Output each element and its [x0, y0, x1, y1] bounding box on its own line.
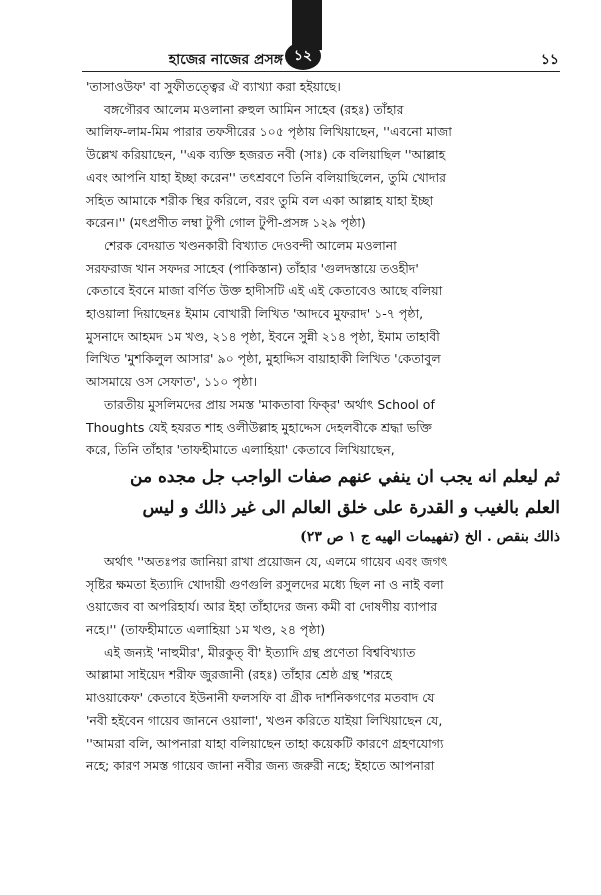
text-line: ওয়াজেব বা অপরিহার্য। আর ইহা তাঁহাদের জন্য কমী বা দোষণীয় ব্যাপার — [86, 599, 438, 615]
running-title: হাজের নাজের প্রসঙ্গ — [168, 52, 283, 68]
text-line: করে, তিনি তাঁহার 'তাফহীমাতে এলাহিয়া' কেতাবে লিখিয়াছেন, — [86, 442, 395, 458]
text-line: আসমায়ে ওস সেফাত', ১১০ পৃষ্ঠা। — [86, 374, 258, 390]
text-line: সহিত আমাকে শরীক স্থির করিলে, বরং তুমি বল একা আল্লাহ যাহা ইচ্ছা — [86, 192, 434, 208]
text-line: মাওয়াকেফ' কেতাবে ইউনানী ফলসফি বা গ্রীক দার্শনিকগণের মতবাদ যে — [86, 690, 435, 706]
paragraph-jurjani — [86, 642, 560, 778]
text-line: এবং আপনি যাহা ইচ্ছা করেন'' তৎশ্রবণে তিনি বলিয়াছিলেন, তুমি খোদার — [86, 169, 446, 185]
text-line: এই জন্যই 'নাহুমীর', মীরকুত্‌ বী' ইত্যাদি গ্রন্থ প্রণেতা বিশ্ববিখ্যাত — [104, 644, 416, 660]
text-line: 'তাসাওউফ' বা সুফীতত্ত্বের ঐ ব্যাখ্যা করা হইয়াছে। — [86, 79, 341, 94]
arabic-quotation — [86, 462, 560, 551]
arabic-line: ثم ليعلم انه يجب ان ينفي عنهم صفات الواجب جل مجده من — [130, 466, 560, 487]
paragraph-ruhul-amin — [86, 99, 560, 235]
text-line: শেরক বেদয়াত খণ্ডনকারী বিখ্যাত দেওবন্দী আলেম মওলানা — [104, 237, 397, 253]
arabic-reference-line: ذالك بنقص . الخ (تفهيمات الهيه ج ١ ص ٢٣) — [300, 528, 560, 545]
arabic-line: العلم بالغيب و القدرة على خلق العالم الى غير ذالك و ليس — [142, 497, 560, 518]
page-header — [0, 42, 601, 72]
text-line: আল্লামা সাইয়েদ শরীফ জুরজানী (রহঃ) তাঁহার শ্রেষ্ঠ গ্রন্থ 'শরহে — [86, 667, 392, 683]
text-line: সৃষ্টির ক্ষমতা ইত্যাদি খোদায়ী গুণগুলি রসুলদের মধ্যে ছিল না ও নাই বলা — [86, 576, 444, 592]
text-line: আলিফ-লাম-মিম পারার তফসীরের ১০৫ পৃষ্ঠায় লিখিয়াছেন, ''এবনো মাজা — [86, 124, 452, 140]
text-line: উল্লেখ করিয়াছেন, ''এক ব্যক্তি হজরত নবী (সাঃ) কে বলিয়াছিল ''আল্লাহ — [86, 147, 446, 163]
text-line: Thoughts যেই হযরত শাহ ওলীউল্লাহ মুহাদ্দেস দেহলবীকে শ্রদ্ধা ভক্তি — [86, 419, 432, 435]
paragraph-shah-waliullah — [86, 394, 560, 462]
text-line: অর্থাৎ ''অতঃপর জানিয়া রাখা প্রয়োজন যে, এলমে গায়েব এবং জগৎ — [104, 553, 448, 569]
paragraph-tasawwuf — [86, 76, 560, 99]
paragraph-sarfaraz-khan — [86, 235, 560, 394]
text-line: লিখিত 'মুশকিলুল আসার' ৯০ পৃষ্ঠা, মুহাদ্দিস বায়াহাকী লিখিত 'কেতাবুল — [86, 351, 441, 367]
chapter-badge: ১২ — [285, 42, 321, 70]
text-line: সরফরাজ খান সফদর সাহেব (পাকিস্তান) তাঁহার 'গুলদস্তায়ে তওহীদ' — [86, 260, 419, 276]
paragraph-translation — [86, 551, 560, 642]
text-line: করেন।'' (মৎপ্রণীত লম্বা টুপী গোল টুপী-প্রসঙ্গ ১২৯ পৃষ্ঠা) — [86, 215, 366, 231]
text-line: 'নবী হইবেন গায়েব জাননে ওয়ালা', খণ্ডন করিতে যাইয়া লিখিয়াছেন যে, — [86, 712, 443, 728]
text-line: নহে।'' (তাফহীমাতে এলাহিয়া ১ম খণ্ড, ২৪ পৃষ্ঠা) — [86, 622, 326, 638]
text-line: নহে; কারণ সমস্ত গায়েব জানা নবীর জন্য জরুরী নহে; ইহাতে আপনারা — [86, 758, 435, 774]
text-line: ''আমরা বলি, আপনারা যাহা বলিয়াছেন তাহা কয়েকটি কারণে গ্রহণযোগ্য — [86, 735, 444, 751]
header-rule — [82, 71, 560, 72]
text-line: হাওয়ালা দিয়াছেনঃ ইমাম বোখারী লিখিত 'আদবে মুফরাদ' ১-৭ পৃষ্ঠা, — [86, 306, 424, 322]
text-line: মুসনাদে আহমদ ১ম খণ্ড, ২১৪ পৃষ্ঠা, ইবনে সুন্নী ২১৪ পৃষ্ঠা, ইমাম তাহাবী — [86, 328, 440, 344]
text-line: বঙ্গগৌরব আলেম মওলানা রুহুল আমিন সাহেব (রহঃ) তাঁহার — [104, 101, 404, 117]
page-number: ১১ — [540, 52, 559, 68]
text-line: তারতীয় মুসলিমদের প্রায় সমস্ত 'মাকতাবা ফিক্‌র' অর্থাৎ School of — [104, 396, 435, 412]
text-line: কেতাবে ইবনে মাজা বর্ণিত উক্ত হাদীসটি এই এই কেতাবেও আছে বলিয়া — [86, 283, 443, 299]
page-body — [86, 76, 560, 778]
